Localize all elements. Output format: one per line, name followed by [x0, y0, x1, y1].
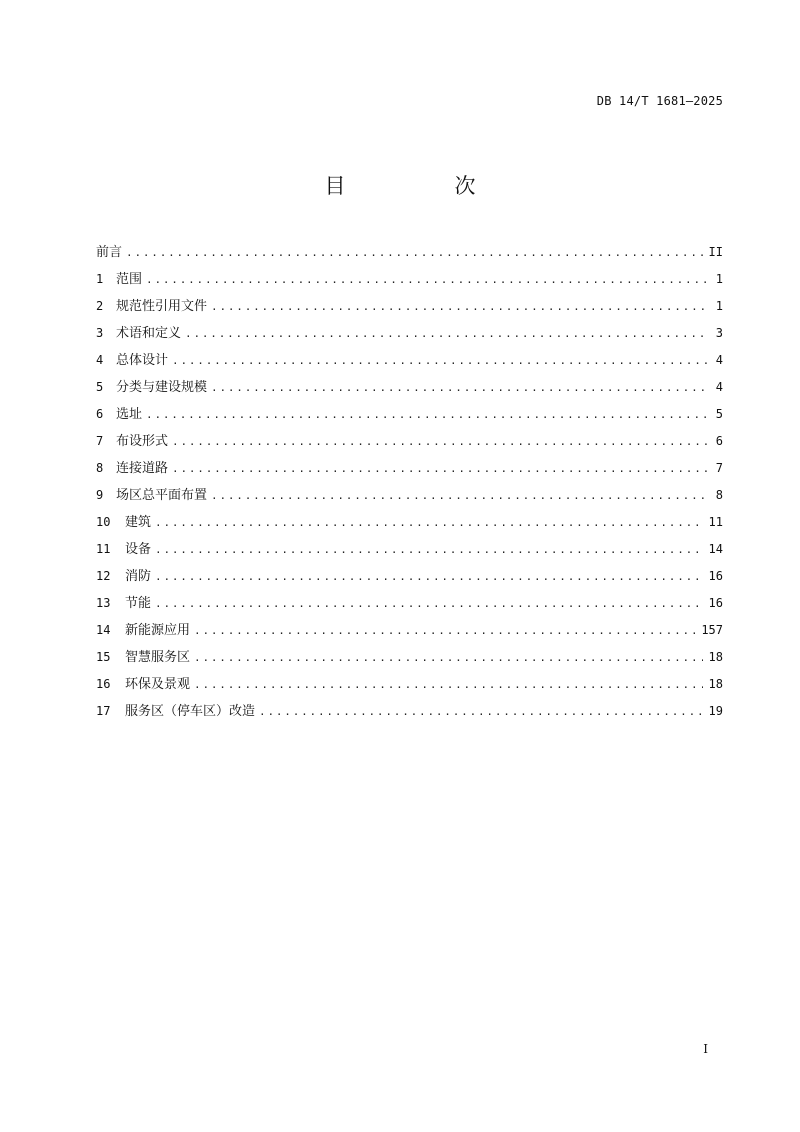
toc-item-17[interactable] [96, 703, 723, 730]
toc-dot-leader [172, 461, 709, 477]
toc-dot-leader [194, 677, 703, 693]
toc-item-number: 3 [96, 326, 104, 340]
toc-item-label: 分类与建设规模 [116, 380, 208, 395]
toc-item-10[interactable] [96, 514, 723, 541]
toc-dot-leader [211, 488, 709, 504]
toc-dot-leader [155, 515, 703, 531]
toc-item-label: 范围 [116, 272, 143, 287]
toc-item-page: 157 [701, 623, 723, 637]
toc-dot-leader [259, 704, 703, 720]
toc-item-8[interactable] [96, 460, 723, 487]
toc-item-number: 6 [96, 407, 104, 421]
toc-item-label: 规范性引用文件 [116, 299, 208, 314]
toc-dot-leader [172, 434, 709, 450]
toc-item-page: 19 [708, 704, 723, 718]
toc-item-1[interactable] [96, 271, 723, 298]
toc-item-number: 16 [96, 677, 111, 691]
toc-item-2[interactable] [96, 298, 723, 325]
toc-item-9[interactable] [96, 487, 723, 514]
toc-item-number: 5 [96, 380, 104, 394]
toc-item-page: 16 [708, 569, 723, 583]
toc-item-label: 场区总平面布置 [116, 488, 208, 503]
toc-dot-leader [155, 542, 703, 558]
toc-item-5[interactable] [96, 379, 723, 406]
toc-item-number: 14 [96, 623, 111, 637]
toc-dot-leader [155, 596, 703, 612]
table-of-contents [96, 244, 723, 730]
toc-item-label: 术语和定义 [116, 326, 182, 341]
toc-item-page: 11 [708, 515, 723, 529]
toc-item-page: 8 [715, 488, 723, 502]
toc-item-14[interactable] [96, 622, 723, 649]
toc-item-13[interactable] [96, 595, 723, 622]
toc-dot-leader [194, 623, 695, 639]
toc-item-number: 17 [96, 704, 111, 718]
toc-item-11[interactable] [96, 541, 723, 568]
toc-item-label: 设备 [125, 542, 152, 557]
toc-item-page: 1 [715, 299, 723, 313]
toc-item-label: 智慧服务区 [125, 650, 191, 665]
toc-item-3[interactable] [96, 325, 723, 352]
toc-item-number: 2 [96, 299, 104, 313]
toc-item-number: 8 [96, 461, 104, 475]
toc-dot-leader [155, 569, 703, 585]
page-number: I [703, 1042, 708, 1056]
toc-item-label: 服务区（停车区）改造 [125, 704, 256, 719]
toc-item-label: 总体设计 [116, 353, 169, 368]
toc-dot-leader [211, 299, 709, 315]
toc-item-page: 1 [715, 272, 723, 286]
toc-item-label: 前言 [96, 245, 123, 260]
toc-item-foreword[interactable] [96, 244, 723, 271]
toc-item-label: 消防 [125, 569, 152, 584]
toc-item-page: 5 [715, 407, 723, 421]
toc-item-label: 新能源应用 [125, 623, 191, 638]
toc-item-page: 7 [715, 461, 723, 475]
toc-item-page: II [708, 245, 723, 259]
toc-dot-leader [146, 407, 709, 423]
toc-item-number: 15 [96, 650, 111, 664]
toc-dot-leader [211, 380, 709, 396]
toc-item-16[interactable] [96, 676, 723, 703]
toc-item-page: 6 [715, 434, 723, 448]
toc-item-page: 18 [708, 677, 723, 691]
toc-item-page: 3 [715, 326, 723, 340]
toc-item-page: 4 [715, 380, 723, 394]
toc-item-number: 13 [96, 596, 111, 610]
toc-item-label: 环保及景观 [125, 677, 191, 692]
toc-item-number: 9 [96, 488, 104, 502]
toc-item-4[interactable] [96, 352, 723, 379]
toc-dot-leader [194, 650, 703, 666]
page-title: 目 次 [324, 174, 520, 198]
toc-item-number: 1 [96, 272, 104, 286]
toc-item-label: 连接道路 [116, 461, 169, 476]
toc-item-page: 4 [715, 353, 723, 367]
toc-item-label: 选址 [116, 407, 143, 422]
toc-item-number: 7 [96, 434, 104, 448]
toc-item-label: 布设形式 [116, 434, 169, 449]
toc-item-6[interactable] [96, 406, 723, 433]
toc-item-label: 建筑 [125, 515, 152, 530]
standard-code: DB 14/T 1681—2025 [596, 94, 723, 108]
toc-item-number: 12 [96, 569, 111, 583]
toc-item-7[interactable] [96, 433, 723, 460]
toc-item-number: 11 [96, 542, 111, 556]
toc-item-label: 节能 [125, 596, 152, 611]
toc-dot-leader [172, 353, 709, 369]
toc-dot-leader [146, 272, 709, 288]
toc-item-number: 10 [96, 515, 111, 529]
toc-dot-leader [185, 326, 709, 342]
toc-item-page: 14 [708, 542, 723, 556]
toc-item-12[interactable] [96, 568, 723, 595]
toc-item-number: 4 [96, 353, 104, 367]
toc-item-page: 18 [708, 650, 723, 664]
toc-item-15[interactable] [96, 649, 723, 676]
toc-dot-leader [126, 245, 703, 261]
toc-item-page: 16 [708, 596, 723, 610]
